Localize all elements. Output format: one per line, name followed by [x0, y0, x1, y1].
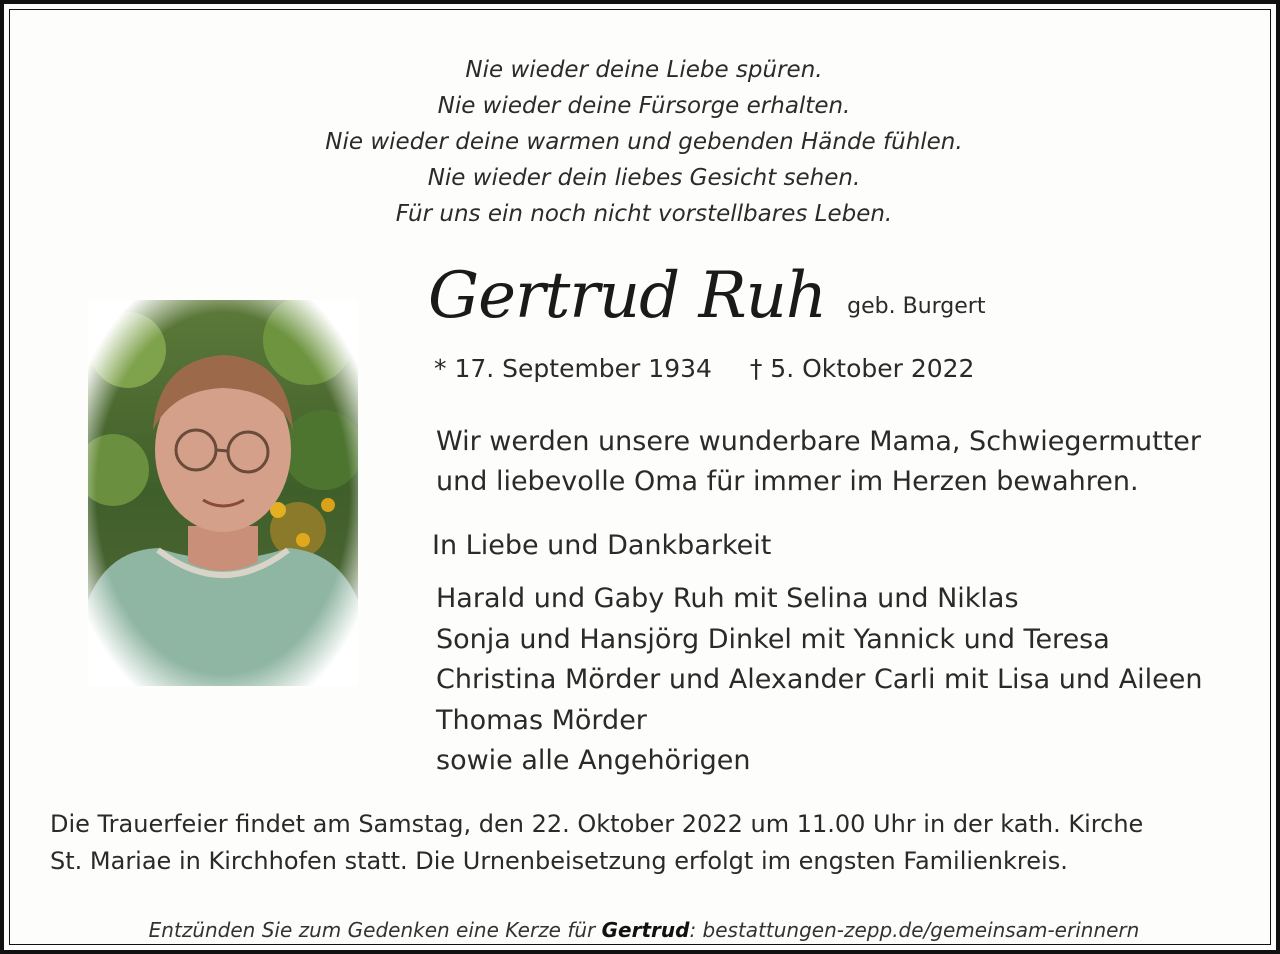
poem-line: Nie wieder deine warmen und gebenden Hände fühlen.	[325, 129, 963, 155]
birth-date: * 17. September 1934	[434, 354, 712, 383]
family-member: Sonja und Hansjörg Dinkel mit Yannick und Teresa	[436, 623, 1110, 655]
portrait-photo	[88, 300, 358, 686]
footer-link[interactable]: : bestattungen-zepp.de/gemeinsam-erinnern	[689, 918, 1140, 942]
ceremony-notice	[50, 806, 1250, 880]
memorial-poem	[4, 52, 1280, 232]
footer-prefix: Entzünden Sie zum Gedenken eine Kerze für	[148, 918, 602, 942]
candle-footer	[4, 918, 1280, 942]
poem-line: Nie wieder dein liebes Gesicht sehen.	[427, 165, 861, 191]
poem-line: Nie wieder deine Fürsorge erhalten.	[437, 93, 851, 119]
family-member: Christina Mörder und Alexander Carli mit Lisa und Aileen	[436, 664, 1203, 695]
family-member: Thomas Mörder	[436, 704, 647, 736]
maiden-name: geb. Burgert	[847, 294, 986, 319]
life-dates	[434, 354, 974, 383]
message-line: und liebevolle Oma für immer im Herzen bewahren.	[436, 466, 1139, 497]
death-date: † 5. Oktober 2022	[749, 354, 975, 383]
family-member: Harald und Gaby Ruh mit Selina und Niklas	[436, 583, 1019, 614]
farewell-message	[436, 422, 1201, 502]
footer-name: Gertrud	[601, 918, 690, 942]
ceremony-line: Die Trauerfeier findet am Samstag, den 22. Oktober 2022 um 11.00 Uhr in der kath. Kirche	[50, 810, 1144, 838]
family-list	[436, 579, 1203, 782]
family-member: sowie alle Angehörigen	[436, 745, 751, 776]
closing-phrase: In Liebe und Dankbarkeit	[432, 530, 772, 561]
message-line: Wir werden unsere wunderbare Mama, Schwiegermutter	[436, 426, 1202, 457]
poem-line: Für uns ein noch nicht vorstellbares Leben.	[395, 201, 893, 227]
name-block	[428, 256, 985, 336]
ceremony-line: St. Mariae in Kirchhofen statt. Die Urnenbeisetzung erfolgt im engsten Familienkreis.	[50, 847, 1068, 875]
deceased-name: Gertrud Ruh	[428, 259, 827, 333]
poem-line: Nie wieder deine Liebe spüren.	[465, 57, 823, 83]
